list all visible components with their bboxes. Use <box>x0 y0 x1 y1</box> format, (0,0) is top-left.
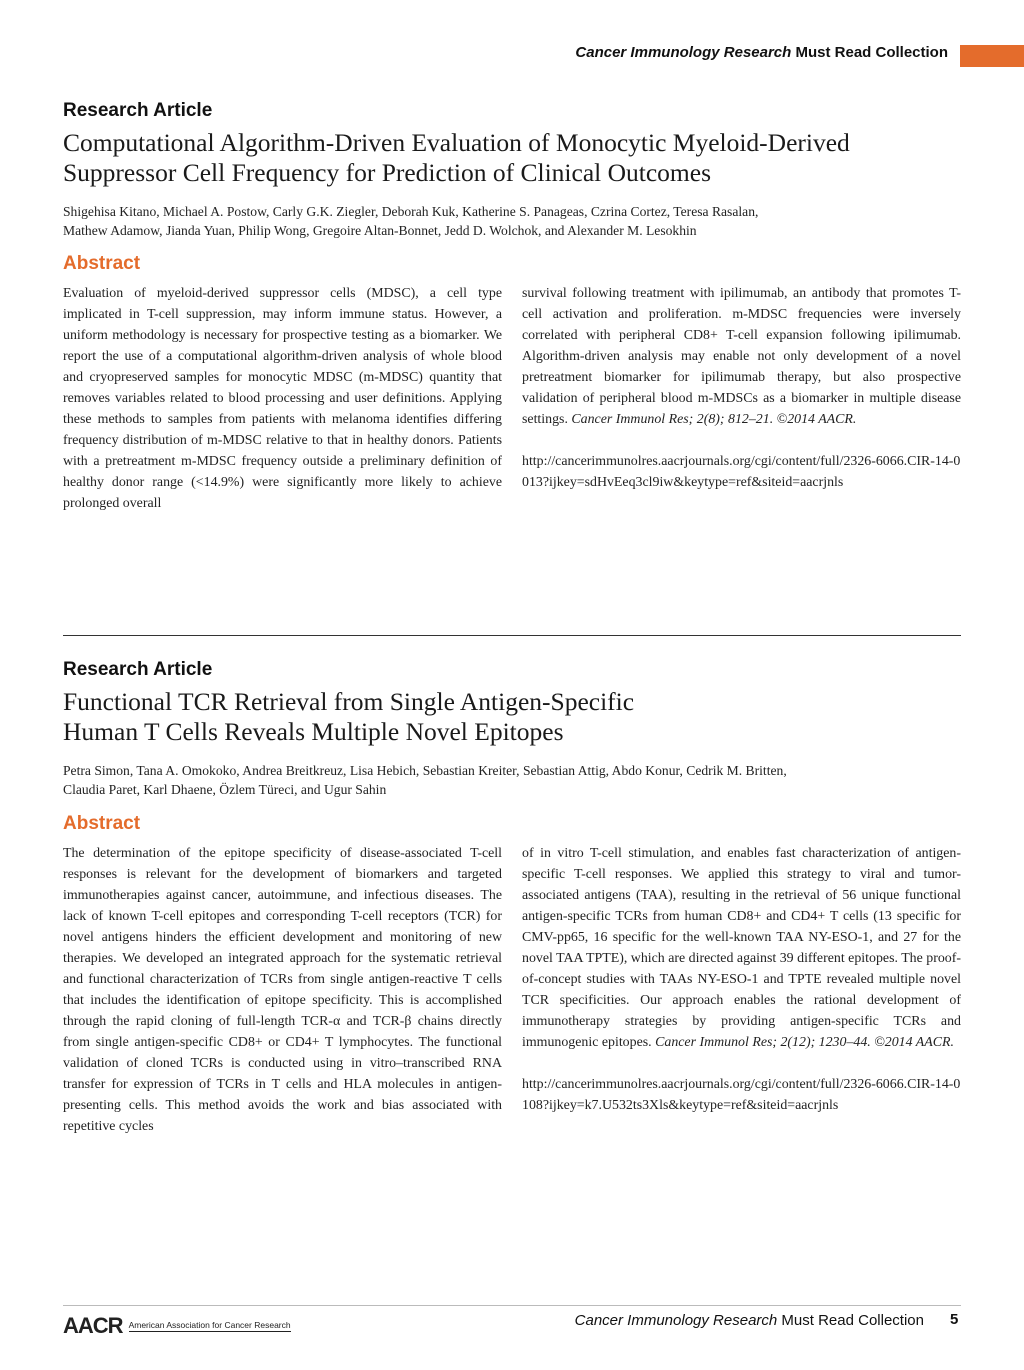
citation: Cancer Immunol Res; 2(8); 812–21. ©2014 AACR. <box>571 412 857 427</box>
abstract-section-1 <box>63 253 961 511</box>
logo-mark: AACR <box>63 1313 123 1338</box>
logo-text: American Association for Cancer Research <box>128 1320 291 1330</box>
article-authors: Shigehisa Kitano, Michael A. Postow, Carly G.K. Ziegler, Deborah Kuk, Katherine S. Panageas, Czrina Cortez, Teresa Rasalan, Mathew Adamow, Jianda Yuan, Philip Wong, Gregoire Altan-Bonnet, Jedd D. Wolchok, and Alexander M. Lesokhin <box>63 204 759 238</box>
abstract-heading: Abstract <box>63 813 141 834</box>
abstract-text-left: Evaluation of myeloid-derived suppressor cells (MDSC), a cell type implicated in T-cell suppression, may inform immune status. However, a uniform methodology is necessary for prospective testing as a biomarker. We report the use of a computational algorithm-driven analysis of whole blood and cryopreserved samples for monocytic MDSC (m-MDSC) quantity that removes variables related to blood processing and user definitions. Applying these methods to samples from patients with melanoma identifies differing frequency distribution of m-MDSC relative to that in healthy donors. Patients with a pretreatment m-MDSC frequency outside a preliminary definition of healthy donor range (<14.9%) were significantly more likely to achieve prolonged overall <box>63 286 502 511</box>
article-link[interactable]: http://cancerimmunolres.aacrjournals.org/cgi/content/full/2326-6066.CIR-14-0108?ijkey=k7.U532ts3Xls&keytype=ref&siteid=aacrjnls <box>522 1077 961 1113</box>
abstract-left-column <box>63 843 502 1137</box>
article-label: Research Article <box>63 100 213 121</box>
abstract-text-right: survival following treatment with ipilimumab, an antibody that promotes T-cell activation and proliferation. m-MDSC frequencies were inversely correlated with peripheral CD8+ T-cell expansion following ipilimumab. Algorithm-driven analysis may enable not only development of a novel pretreatment biomarker for ipilimumab therapy, but also prospective validation of peripheral blood m-MDSCs as a biomarker in multiple disease settings. Cancer Immunol Res; 2(8); 812–21. ©2014 AACR. <box>522 286 961 427</box>
article-authors: Petra Simon, Tana A. Omokoko, Andrea Breitkreuz, Lisa Hebich, Sebastian Kreiter, Sebastian Attig, Abdo Konur, Cedrik M. Britten, Claudia Paret, Karl Dhaene, Özlem Türeci, and Ugur Sahin <box>63 763 787 797</box>
header-accent-bar <box>960 45 1024 67</box>
article-title: Functional TCR Retrieval from Single Antigen-Specific Human T Cells Reveals Multiple Novel Epitopes <box>63 687 635 746</box>
abstract-text-left: The determination of the epitope specificity of disease-associated T-cell responses is relevant for the development of biomarkers and targeted immunotherapies against cancer, autoimmune, and infectious diseases. The lack of known T-cell epitopes and corresponding T-cell receptors (TCR) for novel antigens hinders the efficient development and monitoring of new therapies. We developed an integrated approach for the systematic retrieval and functional characterization of TCRs from single antigen-reactive T cells that includes the identification of epitope specificity. This is accomplished through the rapid cloning of full-length TCR-α and TCR-β chains directly from single antigen-specific CD8+ or CD4+ T lymphocytes. The functional validation of cloned TCRs is conducted using in vitro–transcribed RNA transfer for expression of TCRs in T cells and HLA molecules in antigen-presenting cells. This method avoids the work and bias associated with repetitive cycles <box>63 846 502 1134</box>
abstract-section-2 <box>63 813 961 1134</box>
running-header <box>575 44 948 61</box>
abstract-columns <box>63 283 961 514</box>
page-number: 5 <box>950 1311 959 1328</box>
citation: Cancer Immunol Res; 2(12); 1230–44. ©2014 AACR. <box>655 1035 954 1050</box>
article-2 <box>63 659 961 799</box>
abstract-columns <box>63 843 961 1137</box>
footer-title: Cancer Immunology Research Must Read Collection <box>574 1312 924 1329</box>
section-divider <box>63 635 961 636</box>
aacr-logo <box>63 1313 291 1339</box>
abstract-left-column <box>63 283 502 514</box>
header-journal: Cancer Immunology Research <box>575 44 792 61</box>
footer-divider <box>63 1305 961 1306</box>
article-1 <box>63 100 961 240</box>
article-title: Computational Algorithm-Driven Evaluation of Monocytic Myeloid-Derived Suppressor Cell Frequency for Prediction of Clinical Outcomes <box>63 128 850 187</box>
article-label: Research Article <box>63 659 213 680</box>
header-collection: Must Read Collection <box>795 44 948 61</box>
abstract-right-column <box>522 843 961 1137</box>
article-link[interactable]: http://cancerimmunolres.aacrjournals.org/cgi/content/full/2326-6066.CIR-14-0013?ijkey=sdHvEeq3cl9iw&keytype=ref&siteid=aacrjnls <box>522 454 961 490</box>
abstract-heading: Abstract <box>63 253 141 274</box>
abstract-right-column <box>522 283 961 514</box>
abstract-text-right: of in vitro T-cell stimulation, and enables fast characterization of antigen-specific T-cell responses. We applied this strategy to viral and tumor-associated antigens (TAA), resulting in the retrieval of 56 unique functional antigen-specific TCRs from human CD8+ and CD4+ T cells (13 specific for CMV-pp65, 16 specific for the well-known TAA NY-ESO-1, and 27 for the novel TAA TPTE), which are directed against 39 different epitopes. The proof-of-concept studies with TAAs NY-ESO-1 and TPTE revealed multiple novel TCR specificities. Our approach enables the rational development of immunotherapy strategies by providing antigen-specific TCRs and immunogenic epitopes. Cancer Immunol Res; 2(12); 1230–44. ©2014 AACR. <box>522 846 961 1050</box>
